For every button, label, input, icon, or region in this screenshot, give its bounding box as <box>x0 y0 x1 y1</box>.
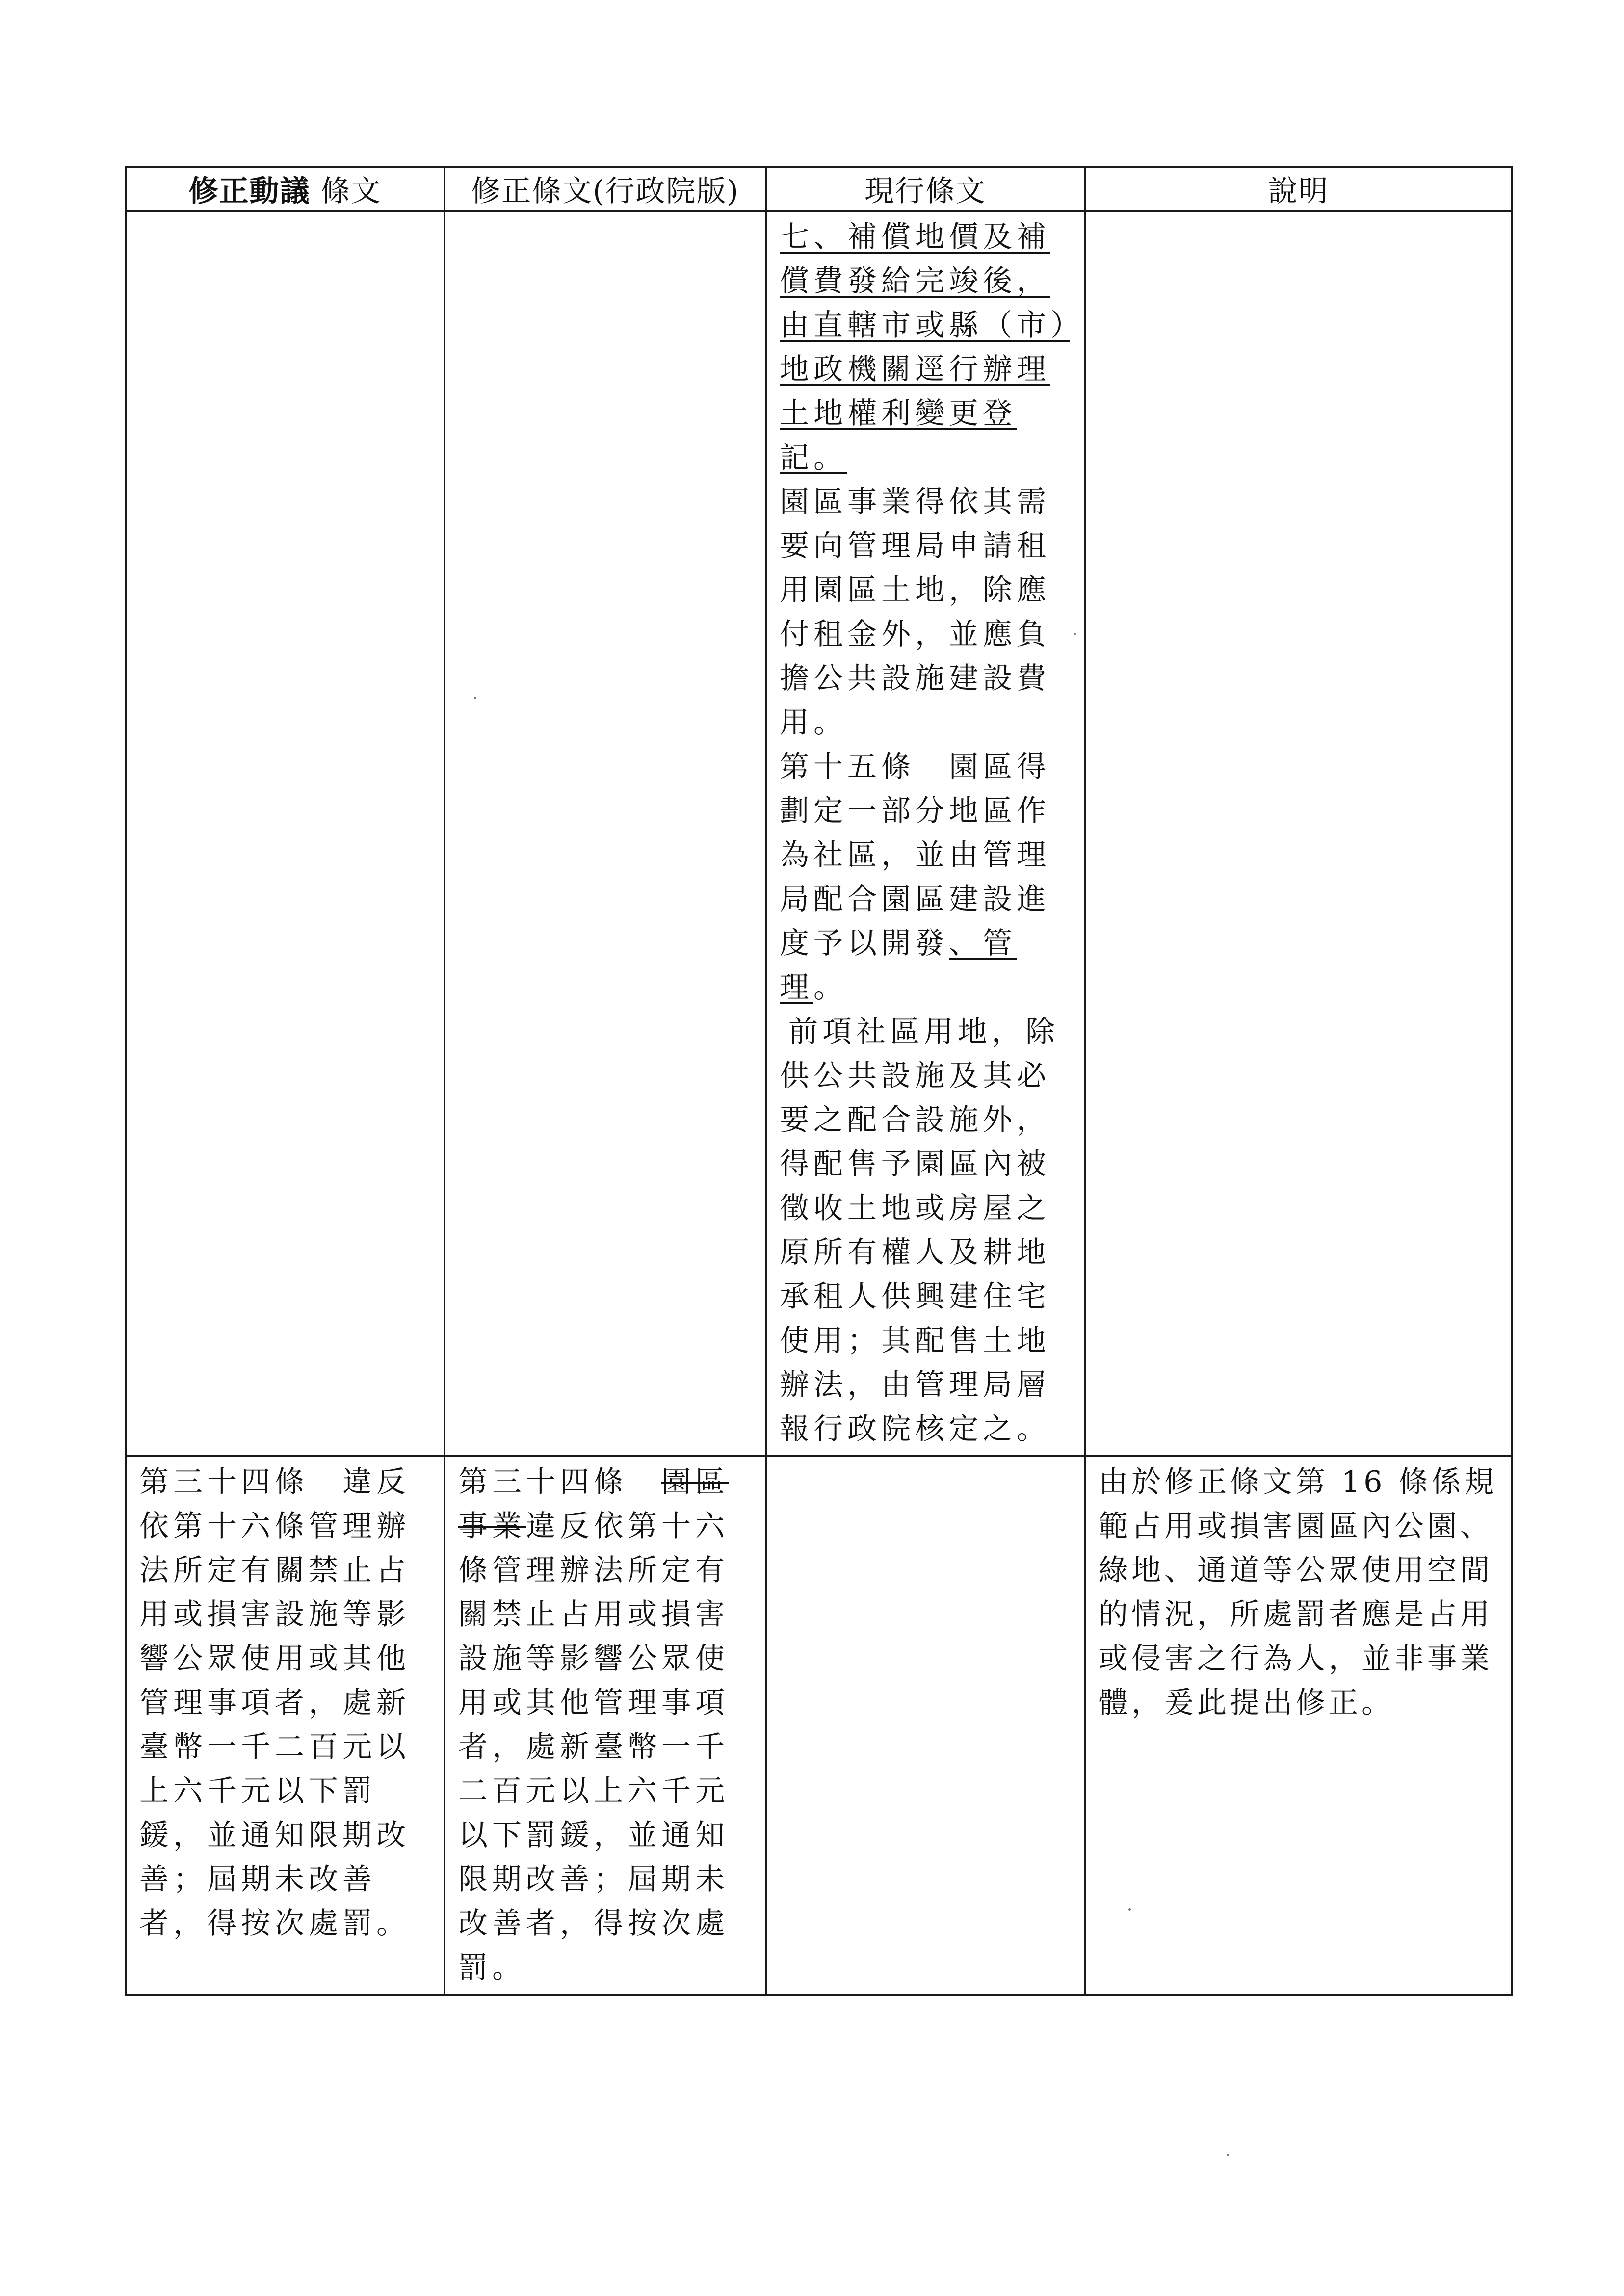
row1-motion-cell <box>126 211 445 1456</box>
scan-speck <box>474 697 476 699</box>
row1-executive-cell <box>445 211 766 1456</box>
row1-explanation-cell <box>1085 211 1512 1456</box>
row2-explanation-cell <box>1085 1456 1512 1995</box>
header-row <box>126 167 1512 211</box>
header-executive-version: 修正條文(行政院版) <box>445 167 766 211</box>
header-current-articles: 現行條文 <box>766 167 1085 211</box>
scan-speck <box>1074 633 1076 635</box>
current-article15-underlined: 、管理 <box>780 926 1017 1005</box>
row2-motion-cell <box>126 1456 445 1995</box>
header-articles-label: 條文 <box>310 174 382 209</box>
executive-struck-text: 園區事業 <box>458 1465 729 1543</box>
row2-current-cell <box>766 1456 1085 1995</box>
scan-speck <box>1227 2154 1229 2156</box>
current-article15: 第十五條 園區得劃定一部分地區作為社區，並由管理局配合園區建設進度予以開發、管理。 <box>780 750 1050 1005</box>
row1-current-cell <box>766 211 1085 1456</box>
current-lease-paragraph: 園區事業得依其需要向管理局申請租用園區土地，除應付租金外，並應負擔公共設施建設費用。 <box>780 485 1050 740</box>
header-motion-articles <box>126 167 445 211</box>
header-motion-label: 修正動議 <box>188 174 311 209</box>
table-row <box>126 211 1512 1456</box>
explanation-text: 由於修正條文第 16 條係規範占用或損害園區內公園、綠地、通道等公眾使用空間的情況，所處罰者應是占用或侵害之行為人，並非事業體，爰此提出修正。 <box>1099 1465 1497 1720</box>
amendment-comparison-table <box>125 166 1513 1996</box>
current-item7-underlined: 七、補償地價及補償費發給完竣後，由直轄市或縣（市）地政機關逕行辦理土地權利變更登記。 <box>780 220 1070 475</box>
row1-current-text <box>767 212 1084 1455</box>
row2-executive-cell <box>445 1456 766 1995</box>
header-explanation: 說明 <box>1085 167 1512 211</box>
executive-article34-text: 第三十四條 園區事業違反依第十六條管理辦法所定有關禁止占用或損害設施等影響公眾使用或其他管理事項者，處新臺幣一千二百元以上六千元以下罰鍰，並通知限期改善；屆期未改善者，得按次處罰。 <box>458 1465 729 1985</box>
scan-speck <box>1128 1908 1131 1911</box>
table-row <box>126 1456 1512 1995</box>
current-community-paragraph: 前項社區用地，除供公共設施及其必要之配合設施外，得配售予園區內被徵收土地或房屋之原所有權人及耕地承租人供興建住宅使用；其配售土地辦法，由管理局層報行政院核定之。 <box>780 1015 1059 1446</box>
motion-article34-text: 第三十四條 違反依第十六條管理辦法所定有關禁止占用或損害設施等影響公眾使用或其他管理事項者，處新臺幣一千二百元以上六千元以下罰鍰，並通知限期改善；屆期未改善者，得按次處罰。 <box>139 1465 410 1941</box>
